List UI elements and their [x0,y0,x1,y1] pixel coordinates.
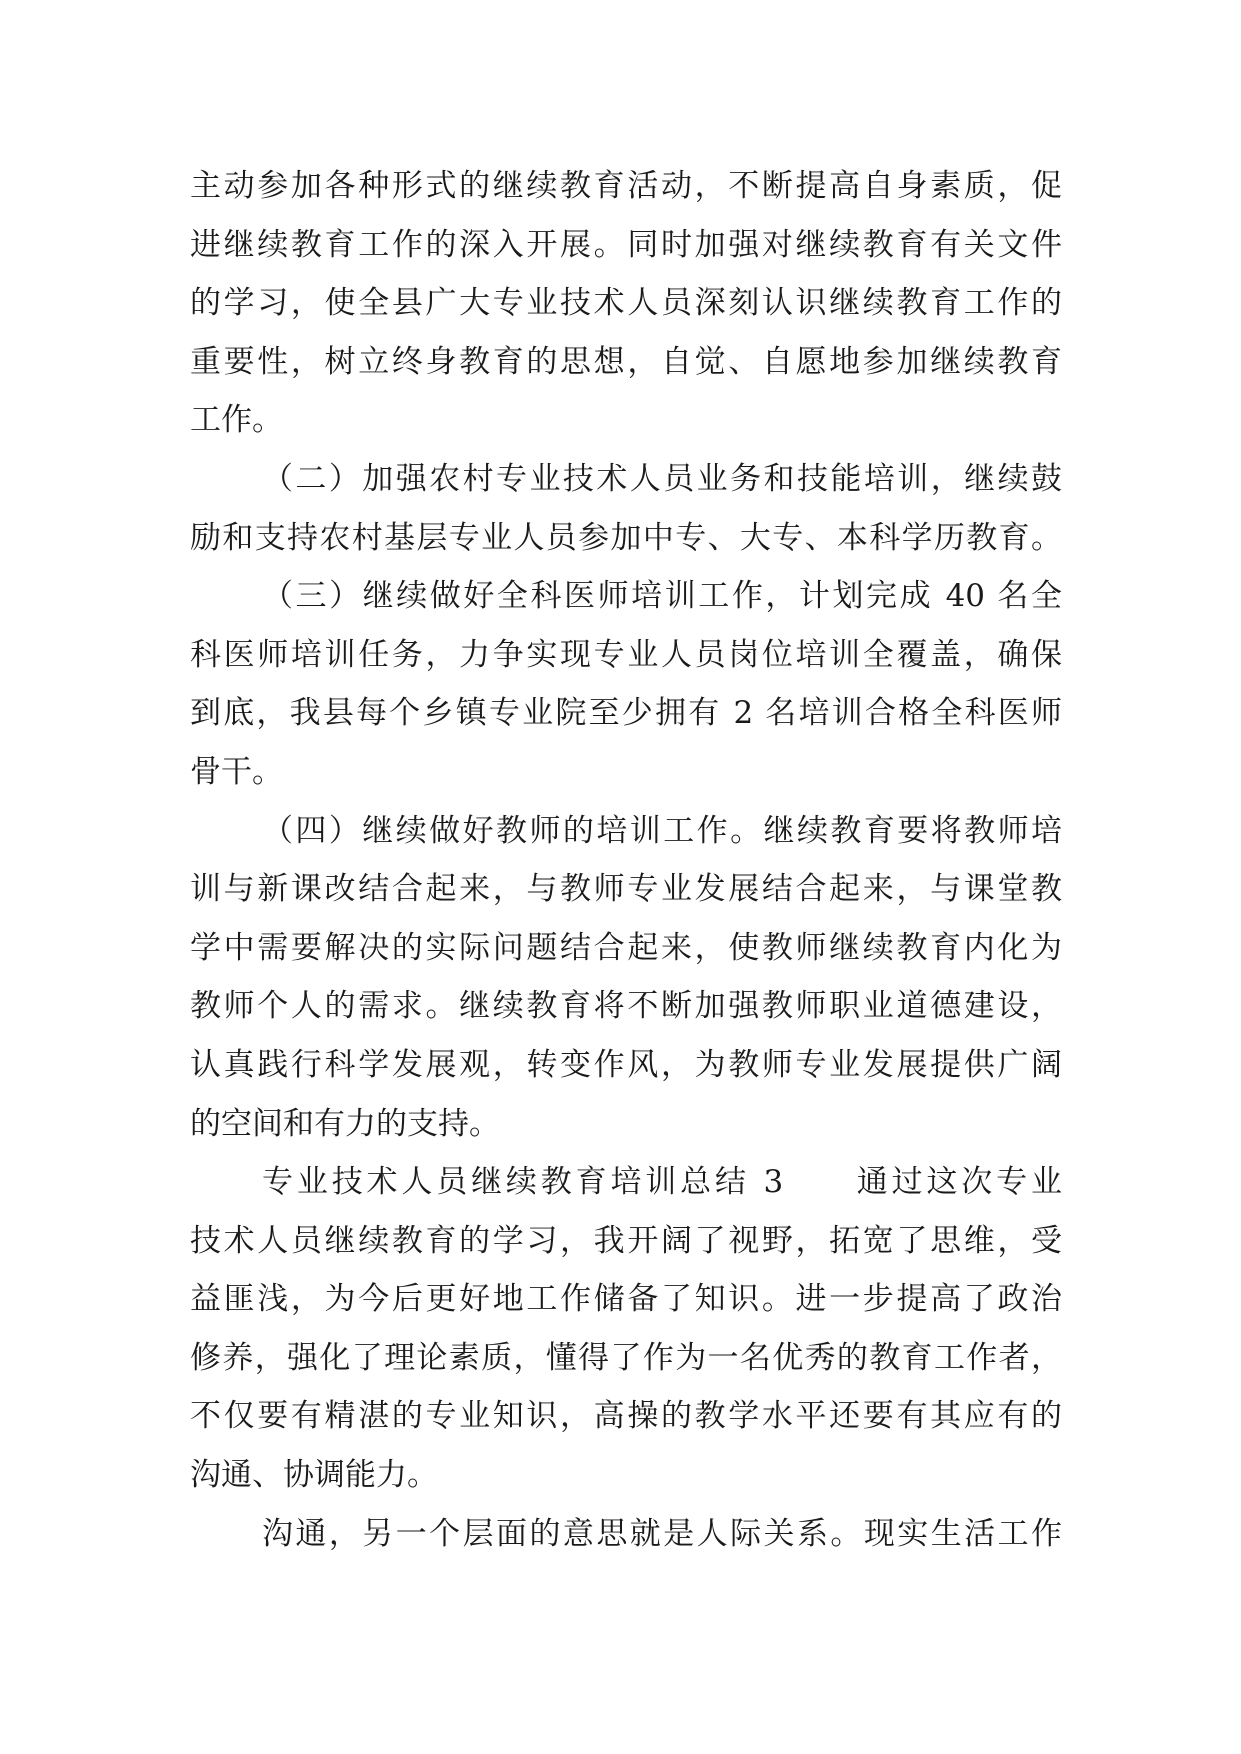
text-line: 沟通，另一个层面的意思就是人际关系。现实生活工作 [262,1515,1062,1552]
document-body [190,157,1062,1563]
text-line: 教师个人的需求。继续教育将不断加强教师职业道德建设， [190,988,1062,1025]
text-line: 科医师培训任务，力争实现专业人员岗位培训全覆盖，确保 [190,636,1062,673]
text-line: 训与新课改结合起来，与教师专业发展结合起来，与课堂教 [190,871,1062,908]
text-line: 励和支持农村基层专业人员参加中专、大专、本科学历教育。 [190,519,1062,556]
text-line: 重要性，树立终身教育的思想，自觉、自愿地参加继续教育 [190,343,1062,380]
text-line: 的空间和有力的支持。 [190,1105,500,1142]
text-line: 主动参加各种形式的继续教育活动，不断提高自身素质，促 [190,168,1062,204]
text-line: 学中需要解决的实际问题结合起来，使教师继续教育内化为 [190,929,1062,966]
text-line: 沟通、协调能力。 [190,1457,438,1494]
text-line: 骨干。 [190,753,283,790]
text-line: 修养，强化了理论素质，懂得了作为一名优秀的教育工作者， [190,1339,1062,1376]
text-line: 工作。 [190,402,283,439]
text-line: 认真践行科学发展观，转变作风，为教师专业发展提供广阔 [190,1046,1062,1083]
text-line: （二）加强农村专业技术人员业务和技能培训，继续鼓 [262,460,1062,497]
text-line: 专业技术人员继续教育培训总结 3 通过这次专业 [262,1164,1062,1201]
text-line: 进继续教育工作的深入开展。同时加强对继续教育有关文件 [190,226,1062,263]
text-line: （三）继续做好全科医师培训工作，计划完成 40 名全 [262,578,1062,615]
text-line: 的学习，使全县广大专业技术人员深刻认识继续教育工作的 [190,285,1062,322]
text-line: 到底，我县每个乡镇专业院至少拥有 2 名培训合格全科医师 [190,695,1062,732]
text-line: 技术人员继续教育的学习，我开阔了视野，拓宽了思维，受 [190,1222,1062,1259]
text-line: （四）继续做好教师的培训工作。继续教育要将教师培 [262,812,1062,849]
text-line: 不仅要有精湛的专业知识，高操的教学水平还要有其应有的 [190,1398,1062,1435]
text-line: 益匪浅，为今后更好地工作储备了知识。进一步提高了政治 [190,1281,1062,1318]
